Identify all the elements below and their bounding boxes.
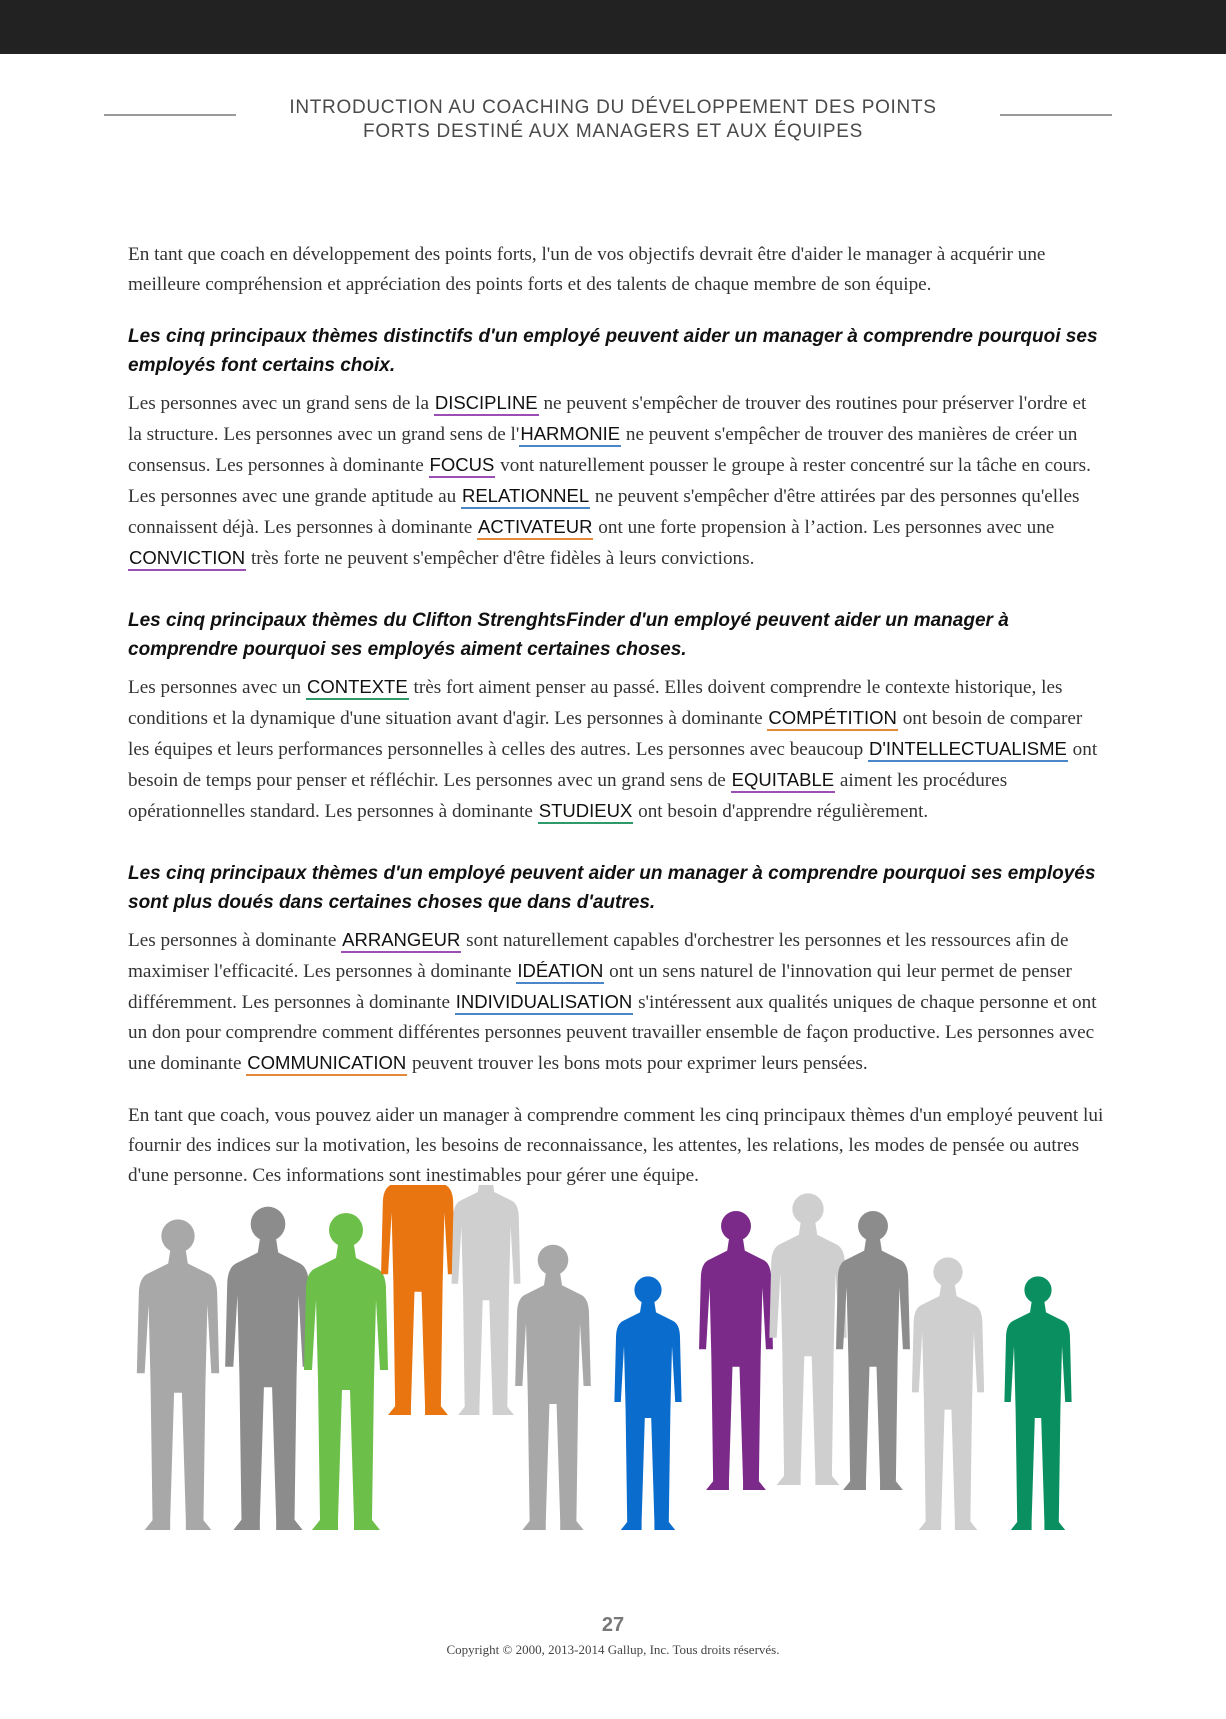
- copyright-notice: Copyright © 2000, 2013-2014 Gallup, Inc. Tous droits réservés.: [446, 1642, 780, 1657]
- theme-studieux: STUDIEUX: [538, 800, 634, 824]
- person-silhouette: [515, 1245, 591, 1530]
- theme-equitable: EQUITABLE: [731, 769, 835, 793]
- top-bar: [0, 0, 1226, 54]
- main-content: [128, 240, 1104, 1213]
- person-silhouette: [137, 1219, 219, 1530]
- person-silhouette: [769, 1193, 846, 1485]
- section-1-paragraph: Les personnes avec un grand sens de la DISCIPLINE ne peuvent s'empêcher de trouver des routines pour préserver l'ordre et la structure. Les personnes avec un grand sens de l'HARMONIE ne peuvent s'empêcher de trouver des manières de créer un consensus. Les personnes à dominante FOCUS vont naturellement pousser le groupe à rester concentré sur la tâche en cours. Les personnes avec une grande aptitude au RELATIONNEL ne peuvent s'empêcher d'être attirées par des personnes qu'elles connaissent déjà. Les personnes à dominante ACTIVATEUR ont une forte propension à l’action. Les personnes avec une CONVICTION très forte ne peuvent s'empêcher d'être fidèles à leurs convictions.: [128, 392, 1091, 569]
- person-silhouette: [836, 1211, 910, 1490]
- header-rule-right: [1000, 114, 1112, 116]
- person-silhouette: [614, 1276, 681, 1530]
- person-silhouette: [452, 1185, 521, 1415]
- theme-ideation: IDÉATION: [516, 960, 604, 984]
- section-3-paragraph: Les personnes à dominante ARRANGEUR sont naturellement capables d'orchestrer les personnes et les ressources afin de maximiser l'efficacité. Les personnes à dominante IDÉATION ont un sens naturel de l'innovation qui leur permet de penser différemment. Les personnes à dominante INDIVIDUALISATION s'intéressent aux qualités uniques de chaque personne et ont un don pour comprendre comment différentes personnes peuvent travailler ensemble de façon productive. Les personnes avec une dominante COMMUNICATION peuvent trouver les bons mots pour exprimer leurs pensées.: [128, 929, 1097, 1074]
- people-silhouettes-illustration: [128, 1185, 1098, 1535]
- theme-intellectualisme: D'INTELLECTUALISME: [868, 738, 1068, 762]
- theme-conviction: CONVICTION: [128, 547, 246, 571]
- theme-relationnel: RELATIONNEL: [461, 485, 590, 509]
- theme-contexte: CONTEXTE: [306, 676, 409, 700]
- person-silhouette: [381, 1185, 455, 1415]
- page-title-line-2: FORTS DESTINÉ AUX MANAGERS ET AUX ÉQUIPES: [363, 121, 863, 142]
- theme-discipline: DISCIPLINE: [434, 392, 539, 416]
- person-silhouette: [699, 1211, 773, 1490]
- theme-competition: COMPÉTITION: [767, 707, 897, 731]
- theme-harmonie: HARMONIE: [519, 423, 621, 447]
- section-1-lead: Les cinq principaux thèmes distinctifs d'un employé peuvent aider un manager à comprendre pourquoi ses employés font certains choix.: [128, 326, 1098, 376]
- header-rule-left: [104, 114, 236, 116]
- section-3-lead: Les cinq principaux thèmes d'un employé peuvent aider un manager à comprendre pourquoi ses employés sont plus doués dans certaines choses que dans d'autres.: [128, 863, 1096, 913]
- section-2-paragraph: Les personnes avec un CONTEXTE très fort aiment penser au passé. Elles doivent comprendre le contexte historique, les conditions et la dynamique d'une situation avant d'agir. Les personnes à dominante COMPÉTITION ont besoin de comparer les équipes et leurs performances personnelles à celles des autres. Les personnes avec beaucoup D'INTELLECTUALISME ont besoin de temps pour penser et réfléchir. Les personnes avec un grand sens de EQUITABLE aiment les procédures opérationnelles standard. Les personnes à dominante STUDIEUX ont besoin d'apprendre régulièrement.: [128, 676, 1098, 822]
- page-number: 27: [601, 1614, 625, 1636]
- person-silhouette: [1004, 1276, 1071, 1530]
- page-title-line-1: INTRODUCTION AU COACHING DU DÉVELOPPEMENT DES POINTS: [289, 97, 937, 118]
- page-header: [0, 96, 1226, 144]
- intro-paragraph: En tant que coach en développement des points forts, l'un de vos objectifs devrait être d'aider le manager à acquérir une meilleure compréhension et appréciation des points forts et des talents de chaque membre de son équipe.: [128, 244, 1046, 295]
- theme-communication: COMMUNICATION: [246, 1052, 407, 1076]
- theme-focus: FOCUS: [429, 454, 496, 478]
- theme-activateur: ACTIVATEUR: [477, 516, 593, 540]
- section-2-lead: Les cinq principaux thèmes du Clifton StrenghtsFinder d'un employé peuvent aider un manager à comprendre pourquoi ses employés aiment certaines choses.: [128, 610, 1009, 660]
- person-silhouette: [304, 1213, 388, 1530]
- page-title: [0, 96, 1226, 144]
- closing-paragraph: En tant que coach, vous pouvez aider un manager à comprendre comment les cinq principaux thèmes d'un employé peuvent lui fournir des indices sur la motivation, les besoins de reconnaissance, les attentes, les relations, les modes de pensée ou autres d'une personne. Ces informations sont inestimables pour gérer une équipe.: [128, 1105, 1104, 1186]
- theme-arrangeur: ARRANGEUR: [341, 929, 461, 953]
- silhouette-group: [137, 1185, 1072, 1530]
- theme-individualisation: INDIVIDUALISATION: [455, 991, 633, 1015]
- person-silhouette: [225, 1207, 311, 1530]
- silhouettes-svg: [128, 1185, 1098, 1535]
- person-silhouette: [912, 1257, 984, 1530]
